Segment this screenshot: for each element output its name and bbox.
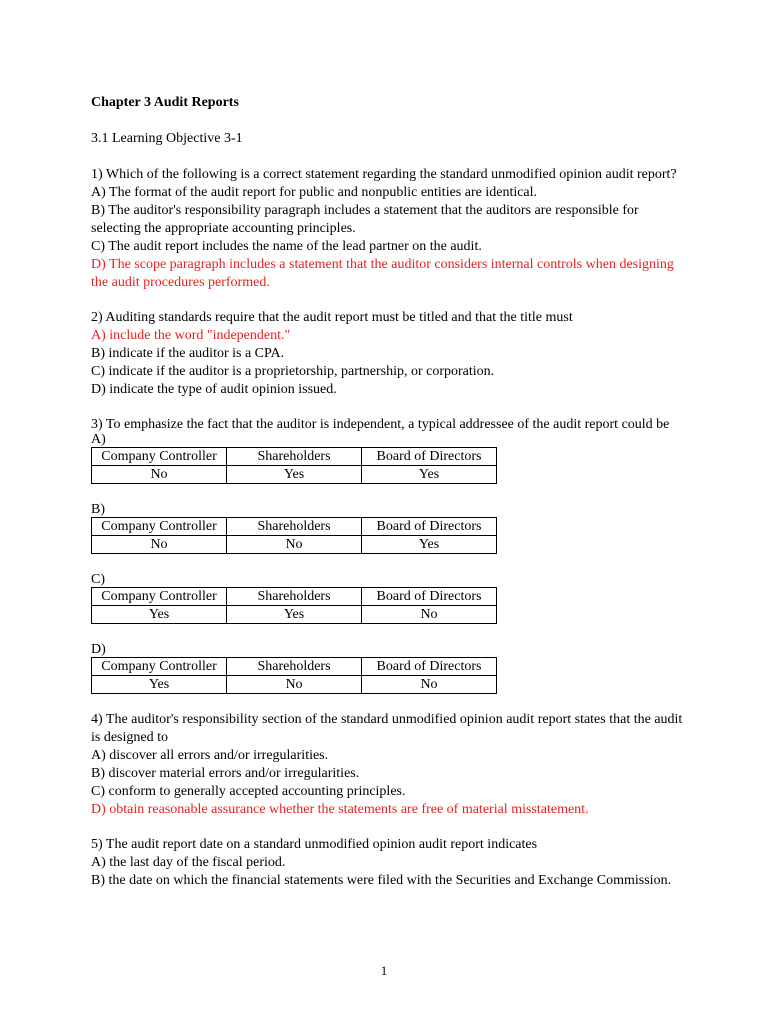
question-2-option-c: C) indicate if the auditor is a proprietorship, partnership, or corporation.	[91, 364, 495, 379]
table-cell: Yes	[362, 466, 497, 484]
question-4-option-b: B) discover material errors and/or irregularities.	[91, 766, 360, 781]
header-cell: Shareholders	[227, 518, 362, 536]
question-4-option-c: C) conform to generally accepted accounting principles.	[91, 784, 406, 799]
question-5-stem: 5) The audit report date on a standard unmodified opinion audit report indicates	[91, 837, 538, 852]
question-2-option-d: D) indicate the type of audit opinion issued.	[91, 382, 337, 397]
question-1-option-a: A) The format of the audit report for public and nonpublic entities are identical.	[91, 185, 538, 200]
question-2-option-b: B) indicate if the auditor is a CPA.	[91, 346, 285, 361]
question-1-option-b: B) The auditor's responsibility paragraph includes a statement that the auditors are responsible for selecting the appropriate accounting principles.	[91, 203, 639, 236]
header-cell: Company Controller	[92, 448, 227, 466]
option-label: D)	[91, 642, 106, 657]
header-cell: Company Controller	[92, 588, 227, 606]
question-3-option-d	[91, 643, 691, 694]
header-cell: Board of Directors	[362, 658, 497, 676]
table-cell: Yes	[92, 606, 227, 624]
question-4-option-d-correct: D) obtain reasonable assurance whether the statements are free of material misstatement.	[91, 802, 589, 817]
page-number: 1	[380, 963, 388, 978]
option-table	[91, 587, 497, 624]
question-3	[91, 416, 691, 434]
option-table	[91, 447, 497, 484]
table-row	[92, 466, 497, 484]
table-cell: No	[92, 536, 227, 554]
table-row	[92, 676, 497, 694]
header-cell: Company Controller	[92, 658, 227, 676]
table-cell: No	[362, 606, 497, 624]
table-cell: Yes	[92, 676, 227, 694]
question-4	[91, 711, 691, 819]
table-header-row	[92, 658, 497, 676]
question-3-option-b	[91, 503, 691, 554]
table-cell: No	[92, 466, 227, 484]
table-header-row	[92, 518, 497, 536]
option-table	[91, 517, 497, 554]
table-row	[92, 606, 497, 624]
question-1-stem: 1) Which of the following is a correct statement regarding the standard unmodified opinion audit report?	[91, 167, 677, 182]
question-4-stem: 4) The auditor's responsibility section of the standard unmodified opinion audit report states that the audit is designed to	[91, 712, 683, 745]
table-cell: Yes	[227, 606, 362, 624]
chapter-title: Chapter 3 Audit Reports	[91, 95, 239, 110]
option-label: C)	[91, 572, 105, 587]
table-cell: No	[227, 536, 362, 554]
table-cell: No	[362, 676, 497, 694]
header-cell: Company Controller	[92, 518, 227, 536]
table-header-row	[92, 588, 497, 606]
header-cell: Board of Directors	[362, 588, 497, 606]
question-5	[91, 836, 691, 890]
table-cell: Yes	[227, 466, 362, 484]
document-page	[91, 94, 691, 907]
question-2-option-a-correct: A) include the word "independent."	[91, 328, 291, 343]
header-cell: Board of Directors	[362, 518, 497, 536]
header-cell: Shareholders	[227, 658, 362, 676]
question-1-option-d-correct: D) The scope paragraph includes a statement that the auditor considers internal controls when designing the audit procedures performed.	[91, 257, 674, 290]
table-cell: Yes	[362, 536, 497, 554]
question-1	[91, 166, 691, 292]
learning-objective-heading: 3.1 Learning Objective 3-1	[91, 131, 243, 146]
option-label: A)	[91, 432, 106, 447]
question-1-option-c: C) The audit report includes the name of the lead partner on the audit.	[91, 239, 482, 254]
table-header-row	[92, 448, 497, 466]
table-row	[92, 536, 497, 554]
question-4-option-a: A) discover all errors and/or irregularities.	[91, 748, 329, 763]
header-cell: Shareholders	[227, 448, 362, 466]
table-cell: No	[227, 676, 362, 694]
question-2	[91, 309, 691, 399]
question-3-option-a	[91, 433, 691, 484]
header-cell: Shareholders	[227, 588, 362, 606]
question-5-option-a: A) the last day of the fiscal period.	[91, 855, 286, 870]
option-table	[91, 657, 497, 694]
question-3-stem: 3) To emphasize the fact that the auditor is independent, a typical addressee of the audit report could be	[91, 417, 670, 432]
header-cell: Board of Directors	[362, 448, 497, 466]
option-label: B)	[91, 502, 105, 517]
question-2-stem: 2) Auditing standards require that the audit report must be titled and that the title must	[91, 310, 573, 325]
question-5-option-b: B) the date on which the financial statements were filed with the Securities and Exchange Commission.	[91, 873, 672, 888]
question-3-option-c	[91, 573, 691, 624]
